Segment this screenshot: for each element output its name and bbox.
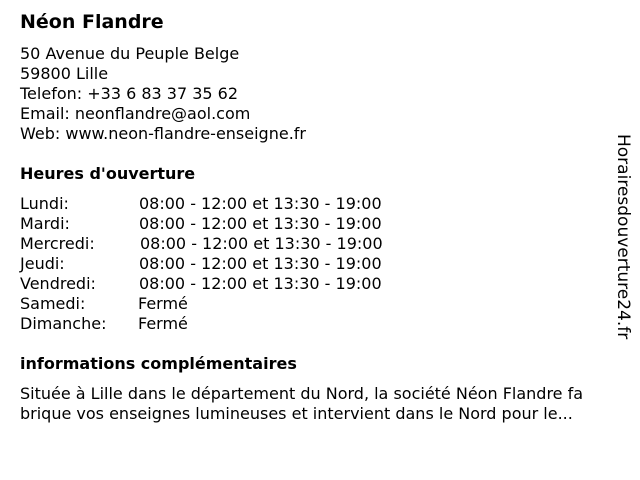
day-label: Jeudi: [20, 254, 65, 273]
business-description [20, 384, 628, 424]
web-line: Web: www.neon-flandre-enseigne.fr [20, 124, 306, 143]
day-hours: 08:00 - 12:00 et 13:30 - 19:00 [139, 254, 382, 273]
day-label: Vendredi: [20, 274, 96, 293]
day-hours: 08:00 - 12:00 et 13:30 - 19:00 [140, 234, 383, 253]
contact-block [20, 44, 306, 144]
description-line: Située à Lille dans le département du Nord, la société Néon Flandre fa [20, 384, 584, 403]
day-label: Mardi: [20, 214, 70, 233]
business-name: Néon Flandre [20, 11, 164, 33]
email-line: Email: neonflandre@aol.com [20, 104, 251, 123]
additional-info-heading: informations complémentaires [20, 354, 297, 373]
day-label: Samedi: [20, 294, 86, 313]
day-label: Lundi: [20, 194, 69, 213]
day-hours: Fermé [138, 294, 188, 313]
opening-hours-heading: Heures d'ouverture [20, 164, 196, 183]
address-street: 50 Avenue du Peuple Belge [20, 44, 240, 63]
phone-line: Telefon: +33 6 83 37 35 62 [20, 84, 239, 103]
day-hours: 08:00 - 12:00 et 13:30 - 19:00 [139, 194, 382, 213]
day-hours: 08:00 - 12:00 et 13:30 - 19:00 [139, 214, 382, 233]
day-hours: Fermé [138, 314, 188, 333]
day-label: Mercredi: [20, 234, 95, 253]
description-line: brique vos enseignes lumineuses et intervient dans le Nord pour le... [20, 404, 573, 423]
address-city: 59800 Lille [20, 64, 109, 83]
site-watermark: Horairesdouverture24.fr [613, 134, 633, 340]
day-hours: 08:00 - 12:00 et 13:30 - 19:00 [139, 274, 382, 293]
day-label: Dimanche: [20, 314, 107, 333]
